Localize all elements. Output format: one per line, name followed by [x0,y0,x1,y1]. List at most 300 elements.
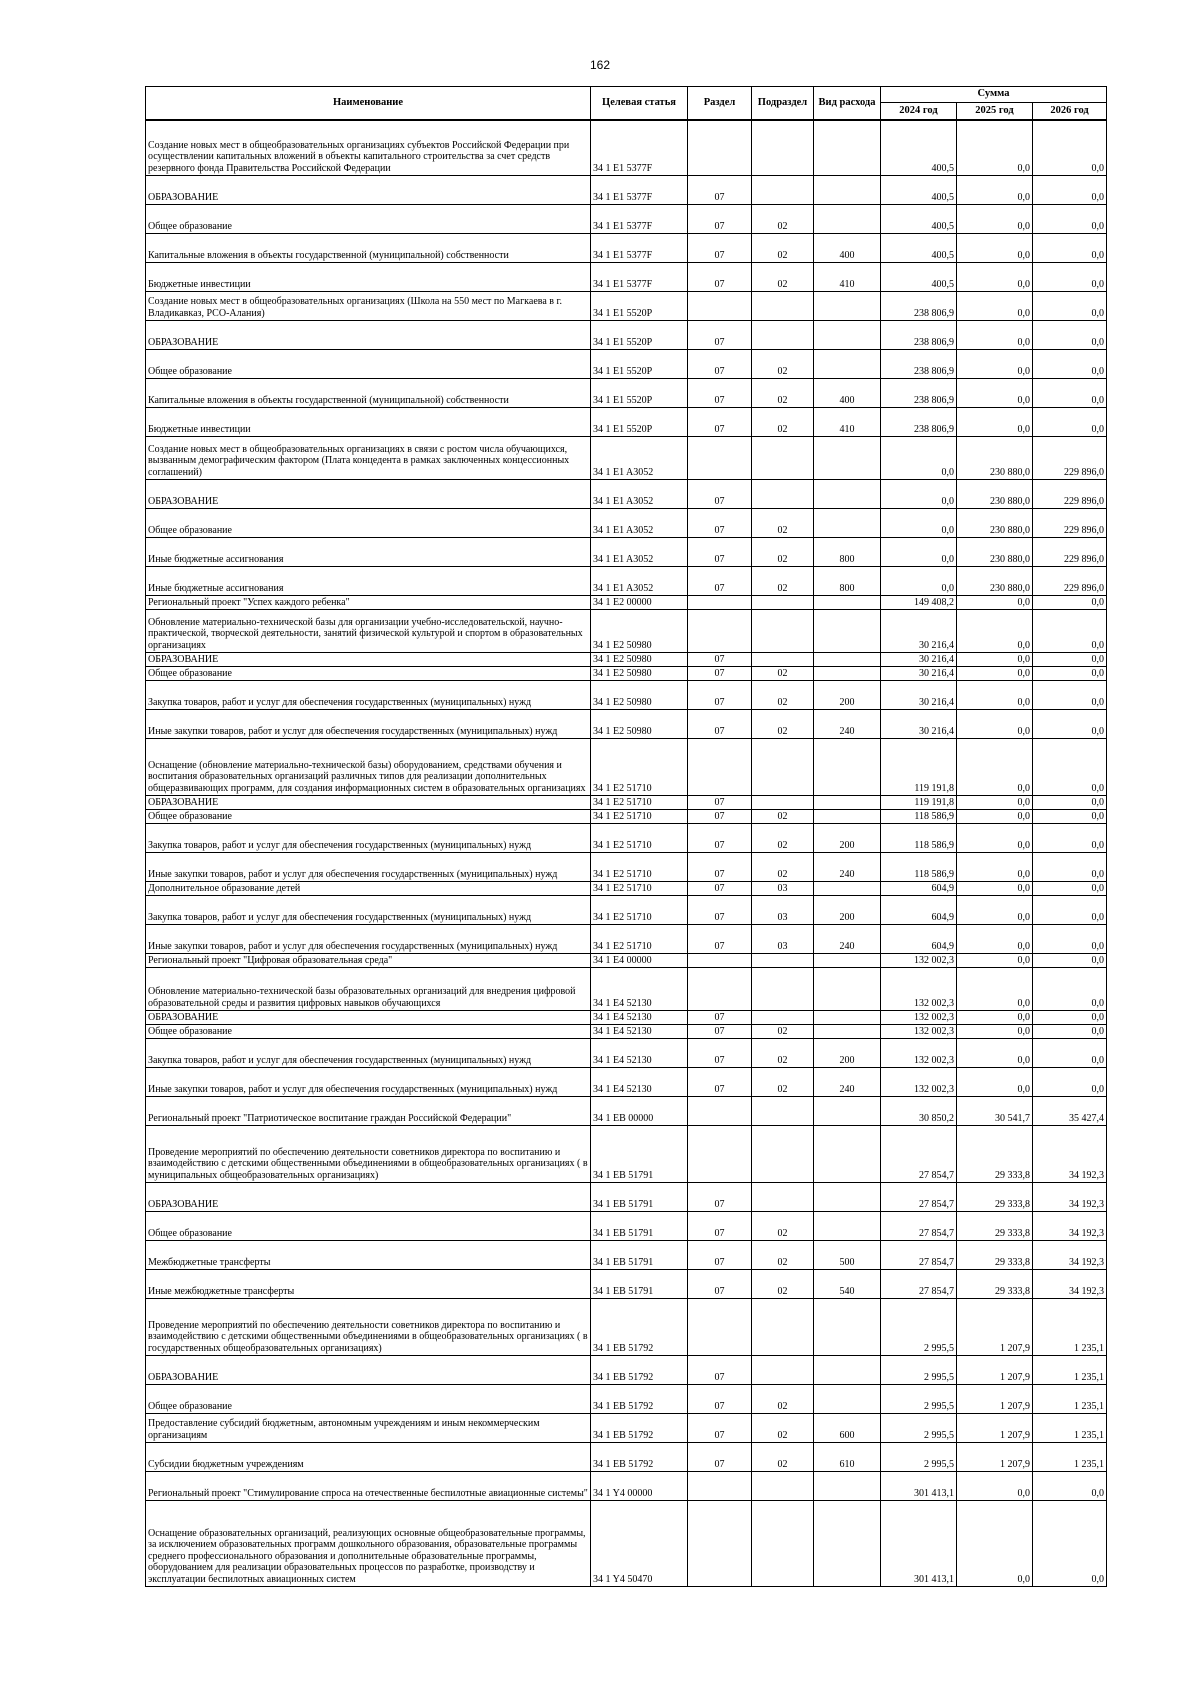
row-target-code: 34 1 E4 52130 [591,968,688,1011]
row-sum-2025: 0,0 [957,739,1033,796]
row-sum-2026: 0,0 [1033,1025,1107,1039]
row-target-code: 34 1 E1 5377F [591,120,688,176]
table-row [146,1472,1107,1501]
table-row [146,408,1107,437]
row-expense-type [814,120,881,176]
row-section: 07 [688,480,752,509]
row-sum-2024: 27 854,7 [881,1270,957,1299]
row-sum-2024: 118 586,9 [881,810,957,824]
row-sum-2024: 2 995,5 [881,1385,957,1414]
row-sum-2026: 0,0 [1033,176,1107,205]
row-expense-type [814,350,881,379]
row-sum-2025: 1 207,9 [957,1299,1033,1356]
row-target-code: 34 1 EB 00000 [591,1097,688,1126]
row-subsection: 03 [752,882,814,896]
table-row [146,1068,1107,1097]
row-section [688,1472,752,1501]
row-sum-2026: 0,0 [1033,853,1107,882]
row-expense-type [814,1472,881,1501]
table-row [146,824,1107,853]
row-section: 07 [688,350,752,379]
row-name: ОБРАЗОВАНИЕ [146,176,591,205]
table-row [146,263,1107,292]
header-year-2026: 2026 год [1033,103,1107,120]
row-subsection: 02 [752,234,814,263]
table-row [146,1097,1107,1126]
row-sum-2026: 0,0 [1033,1068,1107,1097]
row-section: 07 [688,681,752,710]
table-row [146,667,1107,681]
row-sum-2025: 0,0 [957,710,1033,739]
row-subsection: 02 [752,263,814,292]
row-sum-2025: 0,0 [957,292,1033,321]
row-target-code: 34 1 Y4 50470 [591,1501,688,1587]
row-section: 07 [688,667,752,681]
row-name: Иные межбюджетные трансферты [146,1270,591,1299]
row-sum-2024: 2 995,5 [881,1299,957,1356]
table-row [146,954,1107,968]
table-row [146,896,1107,925]
row-sum-2025: 0,0 [957,205,1033,234]
table-row [146,810,1107,824]
row-subsection: 02 [752,205,814,234]
row-sum-2026: 34 192,3 [1033,1183,1107,1212]
row-subsection [752,292,814,321]
row-subsection [752,1472,814,1501]
row-target-code: 34 1 E1 5377F [591,234,688,263]
table-row [146,480,1107,509]
row-subsection: 02 [752,350,814,379]
row-expense-type [814,1011,881,1025]
table-row [146,596,1107,610]
row-subsection [752,120,814,176]
row-name: Региональный проект "Стимулирование спроса на отечественные беспилотные авиационные системы" [146,1472,591,1501]
row-target-code: 34 1 E4 52130 [591,1039,688,1068]
row-section: 07 [688,176,752,205]
row-subsection [752,321,814,350]
row-target-code: 34 1 Y4 00000 [591,1472,688,1501]
table-row [146,120,1107,176]
row-expense-type: 800 [814,567,881,596]
row-target-code: 34 1 EB 51791 [591,1241,688,1270]
row-section [688,968,752,1011]
row-name: Региональный проект "Успех каждого ребенка" [146,596,591,610]
row-name: Региональный проект "Цифровая образовательная среда" [146,954,591,968]
row-target-code: 34 1 E4 52130 [591,1025,688,1039]
row-expense-type: 240 [814,853,881,882]
row-sum-2026: 0,0 [1033,1039,1107,1068]
header-expense-type: Вид расхода [814,87,881,120]
row-sum-2026: 1 235,1 [1033,1385,1107,1414]
row-subsection: 02 [752,853,814,882]
row-target-code: 34 1 EB 51792 [591,1356,688,1385]
row-target-code: 34 1 E1 5377F [591,263,688,292]
row-target-code: 34 1 EB 51791 [591,1270,688,1299]
row-subsection: 02 [752,538,814,567]
row-expense-type [814,796,881,810]
row-subsection: 02 [752,1025,814,1039]
row-sum-2025: 29 333,8 [957,1183,1033,1212]
row-name: ОБРАЗОВАНИЕ [146,796,591,810]
row-sum-2024: 301 413,1 [881,1501,957,1587]
row-sum-2025: 230 880,0 [957,567,1033,596]
row-section: 07 [688,538,752,567]
row-sum-2025: 0,0 [957,379,1033,408]
header-subsection: Подраздел [752,87,814,120]
row-name: Проведение мероприятий по обеспечению деятельности советников директора по воспитанию и взаимодействию с детскими общественными объединениями в общеобразовательных организациях ( в муниципальных общеобразовательных организациях) [146,1126,591,1183]
row-section [688,1501,752,1587]
row-section: 07 [688,1414,752,1443]
table-row [146,1385,1107,1414]
row-sum-2024: 30 216,4 [881,610,957,653]
row-sum-2024: 604,9 [881,896,957,925]
row-section: 07 [688,567,752,596]
row-target-code: 34 1 EB 51791 [591,1212,688,1241]
table-row [146,538,1107,567]
row-section [688,1126,752,1183]
row-subsection: 02 [752,1385,814,1414]
row-sum-2025: 0,0 [957,882,1033,896]
row-sum-2024: 119 191,8 [881,739,957,796]
row-expense-type [814,480,881,509]
row-expense-type: 540 [814,1270,881,1299]
row-section: 07 [688,810,752,824]
row-target-code: 34 1 E1 A3052 [591,437,688,480]
row-sum-2026: 0,0 [1033,321,1107,350]
row-subsection: 02 [752,379,814,408]
row-target-code: 34 1 E1 A3052 [591,538,688,567]
row-section: 07 [688,1270,752,1299]
row-name: Оснащение (обновление материально-технической базы) оборудованием, средствами обучения и воспитания образовательных организаций различных типов для реализации дополнительных общеразвивающих программ, для создания информационных систем в образовательных организациях [146,739,591,796]
row-expense-type [814,954,881,968]
row-target-code: 34 1 EB 51792 [591,1385,688,1414]
row-sum-2025: 0,0 [957,1039,1033,1068]
row-sum-2024: 118 586,9 [881,853,957,882]
row-name: Капитальные вложения в объекты государственной (муниципальной) собственности [146,234,591,263]
row-section: 07 [688,710,752,739]
row-name: Создание новых мест в общеобразовательных организациях субъектов Российской Федерации при осуществлении капитальных вложений в объекты капитального строительства за счет средств резервного фонда Правительства Российской Федерации [146,120,591,176]
table-row [146,653,1107,667]
row-section: 07 [688,321,752,350]
row-subsection: 02 [752,1241,814,1270]
table-row [146,1126,1107,1183]
row-name: Общее образование [146,810,591,824]
header-section: Раздел [688,87,752,120]
row-subsection [752,968,814,1011]
table-row [146,1011,1107,1025]
row-expense-type: 410 [814,263,881,292]
row-sum-2024: 132 002,3 [881,968,957,1011]
row-name: Обновление материально-технической базы образовательных организаций для внедрения цифровой образовательной среды и развития цифровых навыков обучающихся [146,968,591,1011]
row-name: Иные закупки товаров, работ и услуг для обеспечения государственных (муниципальных) нужд [146,853,591,882]
row-subsection [752,1183,814,1212]
row-target-code: 34 1 E2 51710 [591,853,688,882]
row-sum-2026: 0,0 [1033,350,1107,379]
row-name: Иные закупки товаров, работ и услуг для обеспечения государственных (муниципальных) нужд [146,710,591,739]
row-sum-2025: 0,0 [957,120,1033,176]
row-name: Обновление материально-технической базы для организации учебно-исследовательской, научно-практической, творческой деятельности, занятий физической культурой и спортом в образовательных организациях [146,610,591,653]
row-sum-2026: 0,0 [1033,739,1107,796]
row-expense-type [814,1212,881,1241]
table-row [146,739,1107,796]
row-sum-2026: 0,0 [1033,896,1107,925]
row-sum-2024: 30 216,4 [881,653,957,667]
budget-table [145,86,1107,1587]
row-name: Предоставление субсидий бюджетным, автономным учреждениям и иным некоммерческим организациям [146,1414,591,1443]
row-name: ОБРАЗОВАНИЕ [146,1356,591,1385]
row-name: Субсидии бюджетным учреждениям [146,1443,591,1472]
row-section: 07 [688,263,752,292]
row-expense-type: 410 [814,408,881,437]
table-row [146,710,1107,739]
row-sum-2026: 0,0 [1033,653,1107,667]
row-section: 07 [688,205,752,234]
row-expense-type [814,667,881,681]
row-target-code: 34 1 E2 50980 [591,681,688,710]
row-subsection [752,1011,814,1025]
row-sum-2025: 230 880,0 [957,480,1033,509]
row-sum-2024: 132 002,3 [881,1068,957,1097]
table-row [146,853,1107,882]
row-sum-2025: 0,0 [957,1501,1033,1587]
row-sum-2024: 0,0 [881,480,957,509]
row-subsection: 02 [752,509,814,538]
table-row [146,205,1107,234]
row-sum-2026: 0,0 [1033,1472,1107,1501]
row-sum-2026: 0,0 [1033,681,1107,710]
row-sum-2025: 29 333,8 [957,1212,1033,1241]
row-subsection [752,796,814,810]
row-name: Закупка товаров, работ и услуг для обеспечения государственных (муниципальных) нужд [146,824,591,853]
row-expense-type: 200 [814,824,881,853]
row-sum-2026: 0,0 [1033,205,1107,234]
row-sum-2024: 604,9 [881,882,957,896]
table-row [146,234,1107,263]
row-target-code: 34 1 E1 5377F [591,176,688,205]
table-body [146,120,1107,1587]
row-target-code: 34 1 E1 5520P [591,379,688,408]
table-row [146,968,1107,1011]
row-section: 07 [688,896,752,925]
table-row [146,509,1107,538]
row-sum-2025: 0,0 [957,176,1033,205]
row-sum-2024: 400,5 [881,263,957,292]
row-expense-type [814,1356,881,1385]
row-section: 07 [688,1039,752,1068]
row-section [688,739,752,796]
row-section: 07 [688,824,752,853]
row-subsection: 02 [752,1068,814,1097]
row-sum-2025: 0,0 [957,954,1033,968]
row-section: 07 [688,509,752,538]
row-subsection [752,1501,814,1587]
row-name: Региональный проект "Патриотическое воспитание граждан Российской Федерации" [146,1097,591,1126]
row-section [688,437,752,480]
row-sum-2024: 30 216,4 [881,667,957,681]
row-expense-type [814,739,881,796]
row-sum-2024: 132 002,3 [881,1039,957,1068]
page-number: 162 [589,58,611,72]
row-target-code: 34 1 E1 5377F [591,205,688,234]
row-sum-2026: 0,0 [1033,810,1107,824]
row-expense-type [814,437,881,480]
row-name: Иные бюджетные ассигнования [146,538,591,567]
row-expense-type [814,1025,881,1039]
row-sum-2025: 0,0 [957,610,1033,653]
row-section [688,292,752,321]
row-sum-2026: 35 427,4 [1033,1097,1107,1126]
row-subsection: 02 [752,1414,814,1443]
header-target: Целевая статья [591,87,688,120]
row-sum-2024: 27 854,7 [881,1212,957,1241]
row-section: 07 [688,925,752,954]
row-sum-2024: 2 995,5 [881,1414,957,1443]
row-sum-2025: 0,0 [957,896,1033,925]
row-expense-type [814,1501,881,1587]
row-subsection [752,596,814,610]
row-sum-2025: 0,0 [957,853,1033,882]
table-row [146,379,1107,408]
row-name: Оснащение образовательных организаций, реализующих основные общеобразовательные программы, за исключением образовательных программ дошкольного образования, образовательные программы среднего профессионального образования и дополнительные образовательные программы, оборудованием для реализации образовательных процессов по разработке, производству и эксплуатации беспилотных авиационных систем [146,1501,591,1587]
row-subsection: 02 [752,824,814,853]
row-target-code: 34 1 E1 A3052 [591,480,688,509]
row-expense-type: 200 [814,896,881,925]
row-section: 07 [688,1183,752,1212]
row-name: Капитальные вложения в объекты государственной (муниципальной) собственности [146,379,591,408]
row-section [688,1299,752,1356]
table-row [146,1025,1107,1039]
row-target-code: 34 1 EB 51792 [591,1443,688,1472]
row-sum-2024: 400,5 [881,205,957,234]
row-expense-type [814,810,881,824]
row-sum-2026: 34 192,3 [1033,1270,1107,1299]
row-section [688,1097,752,1126]
row-sum-2026: 1 235,1 [1033,1414,1107,1443]
row-name: Закупка товаров, работ и услуг для обеспечения государственных (муниципальных) нужд [146,681,591,710]
row-sum-2026: 229 896,0 [1033,437,1107,480]
row-name: ОБРАЗОВАНИЕ [146,480,591,509]
row-sum-2025: 230 880,0 [957,538,1033,567]
row-sum-2025: 0,0 [957,667,1033,681]
row-name: Создание новых мест в общеобразовательных организациях в связи с ростом числа обучающихся, вызванным демографическим фактором (Плата концедента в рамках заключенных концессионных соглашений) [146,437,591,480]
row-expense-type: 500 [814,1241,881,1270]
row-name: ОБРАЗОВАНИЕ [146,653,591,667]
row-sum-2024: 238 806,9 [881,350,957,379]
row-sum-2026: 0,0 [1033,408,1107,437]
table-row [146,1039,1107,1068]
row-expense-type [814,968,881,1011]
row-target-code: 34 1 E1 A3052 [591,509,688,538]
row-sum-2026: 0,0 [1033,824,1107,853]
row-name: ОБРАЗОВАНИЕ [146,1183,591,1212]
row-sum-2025: 0,0 [957,1472,1033,1501]
row-target-code: 34 1 E1 A3052 [591,567,688,596]
row-sum-2024: 30 216,4 [881,710,957,739]
row-expense-type: 200 [814,1039,881,1068]
header-sum: Сумма [881,87,1107,103]
row-sum-2025: 29 333,8 [957,1241,1033,1270]
row-section: 07 [688,1443,752,1472]
row-sum-2026: 34 192,3 [1033,1212,1107,1241]
row-sum-2026: 1 235,1 [1033,1299,1107,1356]
row-name: Иные закупки товаров, работ и услуг для обеспечения государственных (муниципальных) нужд [146,925,591,954]
row-sum-2025: 230 880,0 [957,437,1033,480]
row-section [688,596,752,610]
row-target-code: 34 1 E2 51710 [591,796,688,810]
row-expense-type: 800 [814,538,881,567]
header-year-2025: 2025 год [957,103,1033,120]
row-sum-2024: 119 191,8 [881,796,957,810]
row-target-code: 34 1 E2 51710 [591,810,688,824]
row-sum-2024: 27 854,7 [881,1241,957,1270]
row-section: 07 [688,1068,752,1097]
row-sum-2024: 604,9 [881,925,957,954]
row-target-code: 34 1 EB 51792 [591,1414,688,1443]
table-row [146,176,1107,205]
row-sum-2026: 0,0 [1033,1501,1107,1587]
row-target-code: 34 1 EB 51792 [591,1299,688,1356]
row-section: 07 [688,1385,752,1414]
row-sum-2025: 0,0 [957,968,1033,1011]
row-sum-2026: 0,0 [1033,1011,1107,1025]
row-target-code: 34 1 E2 51710 [591,882,688,896]
row-sum-2026: 34 192,3 [1033,1126,1107,1183]
table-row [146,925,1107,954]
row-subsection: 02 [752,667,814,681]
row-subsection [752,954,814,968]
row-section [688,120,752,176]
row-target-code: 34 1 E2 50980 [591,610,688,653]
row-sum-2026: 0,0 [1033,379,1107,408]
row-subsection [752,176,814,205]
row-expense-type: 200 [814,681,881,710]
row-subsection: 02 [752,1270,814,1299]
row-section: 07 [688,408,752,437]
row-section: 07 [688,796,752,810]
row-section: 07 [688,1011,752,1025]
row-sum-2025: 1 207,9 [957,1443,1033,1472]
row-name: Закупка товаров, работ и услуг для обеспечения государственных (муниципальных) нужд [146,896,591,925]
row-sum-2024: 132 002,3 [881,1025,957,1039]
row-sum-2024: 30 216,4 [881,681,957,710]
table-row [146,681,1107,710]
row-expense-type [814,1299,881,1356]
row-sum-2025: 0,0 [957,810,1033,824]
row-section: 07 [688,1025,752,1039]
table-row [146,1183,1107,1212]
row-expense-type: 400 [814,379,881,408]
row-sum-2026: 0,0 [1033,882,1107,896]
row-expense-type: 240 [814,710,881,739]
row-sum-2024: 132 002,3 [881,1011,957,1025]
table-row [146,796,1107,810]
row-sum-2024: 301 413,1 [881,1472,957,1501]
header-year-2024: 2024 год [881,103,957,120]
row-sum-2025: 1 207,9 [957,1356,1033,1385]
row-subsection [752,653,814,667]
table-row [146,567,1107,596]
row-sum-2026: 0,0 [1033,292,1107,321]
row-name: Общее образование [146,1025,591,1039]
row-sum-2025: 0,0 [957,234,1033,263]
row-sum-2024: 118 586,9 [881,824,957,853]
row-expense-type [814,1385,881,1414]
row-target-code: 34 1 EB 51791 [591,1183,688,1212]
row-target-code: 34 1 E2 51710 [591,824,688,853]
row-section [688,954,752,968]
row-name: ОБРАЗОВАНИЕ [146,1011,591,1025]
table-row [146,1414,1107,1443]
